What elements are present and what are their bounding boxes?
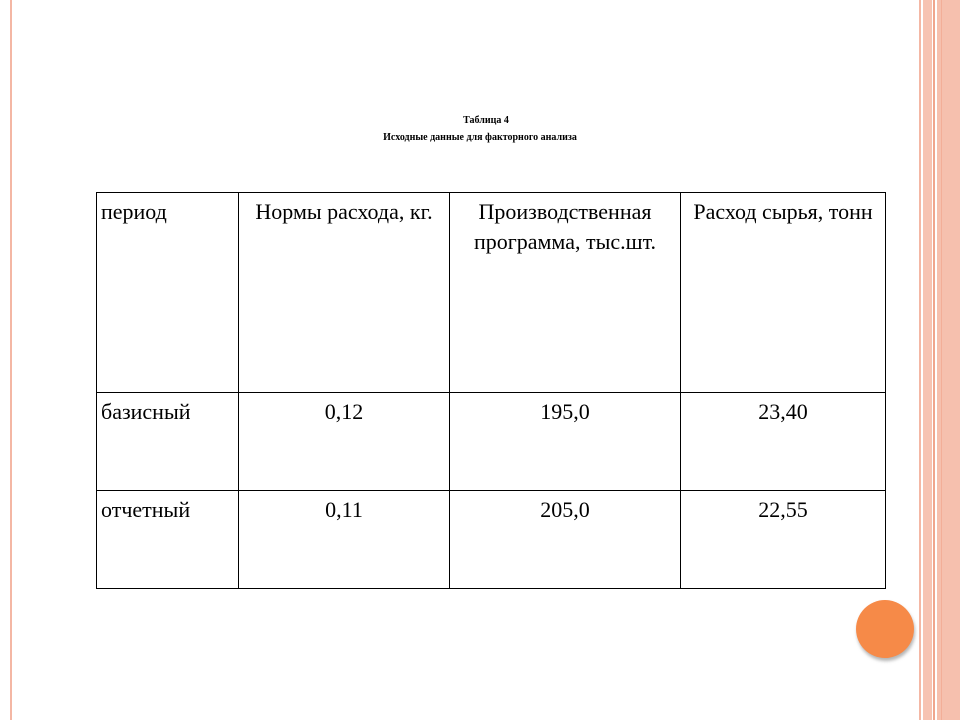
table-cell: 205,0 — [450, 491, 681, 589]
left-border-line — [10, 0, 12, 720]
right-stripe — [919, 0, 921, 720]
header-cell-period: период — [97, 193, 239, 393]
header-cell-norms: Нормы расхода, кг. — [239, 193, 450, 393]
decorative-circle — [856, 600, 914, 658]
table-cell: базисный — [97, 393, 239, 491]
table-title: Исходные данные для факторного анализа — [383, 132, 577, 143]
table-cell: 0,11 — [239, 491, 450, 589]
table-cell: отчетный — [97, 491, 239, 589]
header-cell-program: Производственная программа, тыс.шт. — [450, 193, 681, 393]
table-row — [97, 393, 886, 491]
table-row — [97, 491, 886, 589]
header-cell-consumption: Расход сырья, тонн — [681, 193, 886, 393]
data-table — [96, 192, 886, 589]
table-cell: 22,55 — [681, 491, 886, 589]
table-number: Таблица 4 — [463, 115, 509, 126]
right-stripe — [941, 0, 942, 720]
table-cell: 195,0 — [450, 393, 681, 491]
table-cell: 23,40 — [681, 393, 886, 491]
table-cell: 0,12 — [239, 393, 450, 491]
right-stripe — [933, 0, 935, 720]
table-header-row — [97, 193, 886, 393]
right-stripe — [923, 0, 932, 720]
